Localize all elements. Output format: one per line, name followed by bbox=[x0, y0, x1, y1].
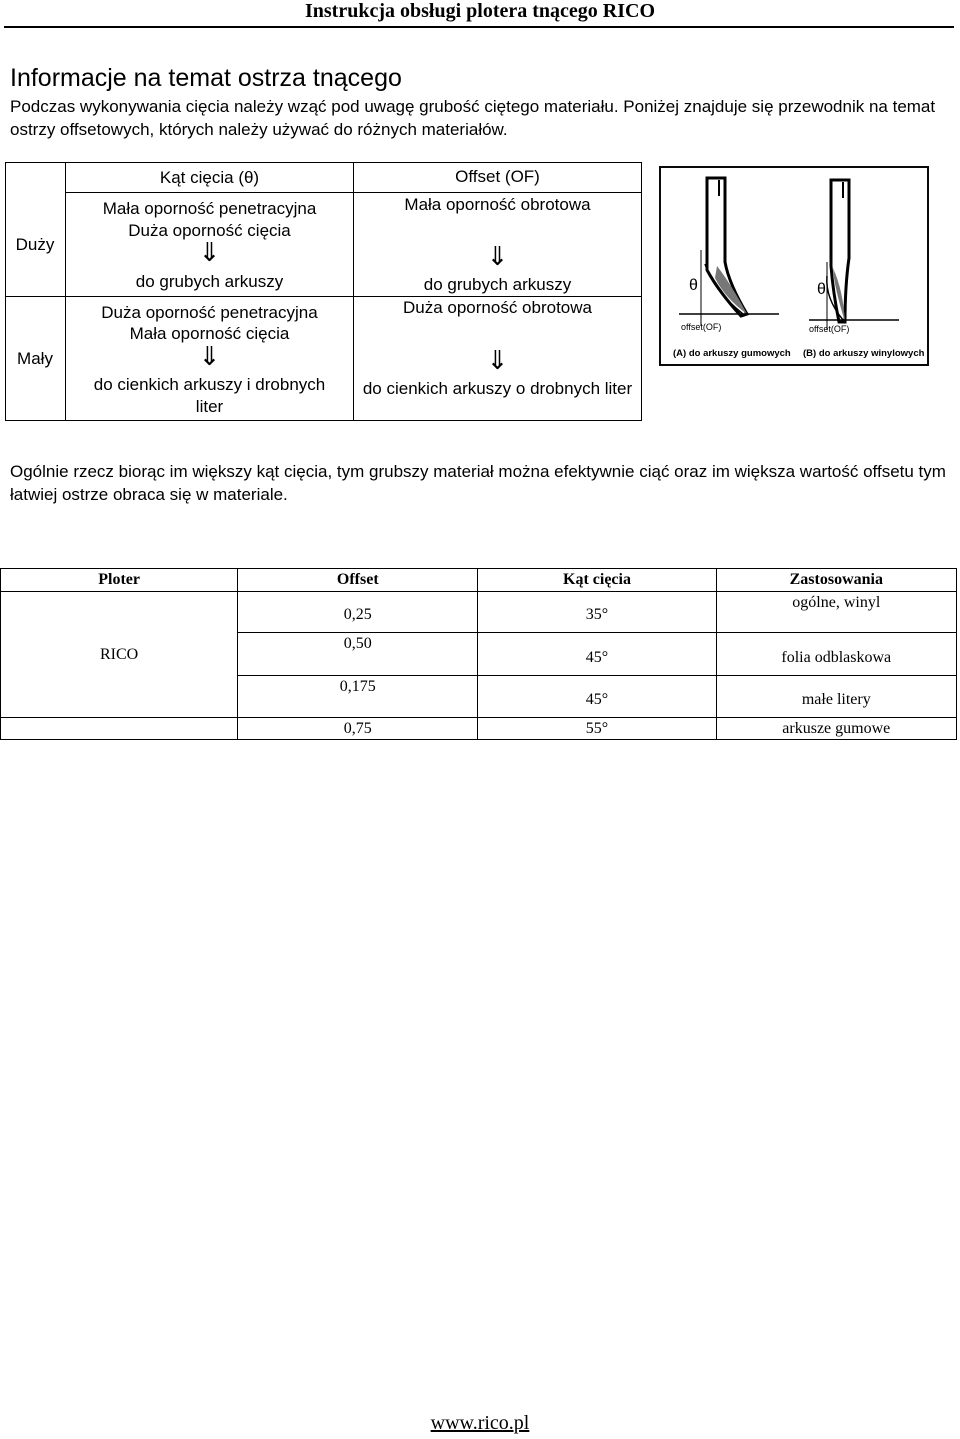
blade-comparison-table bbox=[5, 162, 642, 420]
website-link[interactable]: www.rico.pl bbox=[430, 1412, 530, 1434]
theta-label-a: θ bbox=[689, 277, 698, 294]
table-border bbox=[5, 162, 642, 163]
row-label-large: Duży bbox=[15, 235, 55, 254]
large-offset-result: do grubych arkuszy bbox=[423, 275, 572, 294]
blade-illustration bbox=[659, 166, 929, 366]
table-border bbox=[5, 162, 6, 420]
footer bbox=[0, 1412, 960, 1435]
angle-cell: 55° bbox=[478, 718, 716, 740]
small-angle-result: do cienkich arkuszy i drobnych liter bbox=[93, 375, 326, 416]
header-divider bbox=[4, 26, 954, 28]
offset-column-header: Offset (OF) bbox=[455, 167, 540, 186]
usage-cell: ogólne, winyl bbox=[716, 592, 956, 633]
large-angle-text-2: Duża oporność cięcia bbox=[128, 221, 291, 240]
theta-label-b: θ bbox=[817, 281, 826, 298]
angle-cell: 35° bbox=[478, 592, 716, 633]
angle-cell: 45° bbox=[478, 675, 716, 717]
header-angle: Kąt cięcia bbox=[478, 569, 716, 592]
caption-a: (A) do arkuszy gumowych bbox=[673, 348, 791, 359]
section-title: Informacje na temat ostrza tnącego bbox=[10, 64, 402, 92]
usage-cell: arkusze gumowe bbox=[716, 718, 956, 740]
down-arrow-icon: ⇓ bbox=[198, 238, 221, 268]
down-arrow-icon: ⇓ bbox=[486, 346, 509, 376]
usage-cell: folia odblaskowa bbox=[716, 633, 956, 675]
caption-b: (B) do arkuszy winylowych bbox=[803, 348, 925, 359]
table-header-row bbox=[1, 569, 957, 592]
offset-cell: 0,25 bbox=[238, 592, 478, 633]
intro-paragraph: Podczas wykonywania cięcia należy wząć pod uwagę grubość ciętego materiału. Poniżej znajduje się przewodnik na temat ostrzy offsetowych, których należy używać do różnych materiałów. bbox=[10, 97, 936, 139]
table-border bbox=[641, 162, 642, 420]
offset-cell: 0,75 bbox=[238, 718, 478, 740]
angle-cell: 45° bbox=[478, 633, 716, 675]
large-angle-result: do grubych arkuszy bbox=[135, 272, 284, 291]
header-usage: Zastosowania bbox=[716, 569, 956, 592]
table-border bbox=[5, 420, 642, 421]
usage-cell: małe litery bbox=[716, 675, 956, 717]
down-arrow-icon: ⇓ bbox=[198, 342, 221, 372]
header-plotter: Ploter bbox=[1, 569, 238, 592]
page-header-title: Instrukcja obsługi plotera tnącego RICO bbox=[304, 0, 655, 22]
offset-label-b: offset(OF) bbox=[809, 324, 850, 334]
angle-column-header: Kąt cięcia (θ) bbox=[159, 168, 260, 187]
offset-cell: 0,175 bbox=[238, 675, 478, 717]
summary-paragraph: Ogólnie rzecz biorąc im większy kąt cięcia, tym grubszy materiał można efektywnie ciąć oraz im większa wartość offsetu tym łatwiej ostrze obraca się w materiale. bbox=[10, 462, 946, 504]
small-offset-result: do cienkich arkuszy o drobnych liter bbox=[362, 379, 633, 398]
small-angle-text-2: Mała oporność cięcia bbox=[129, 324, 290, 343]
row-label-small: Mały bbox=[17, 349, 53, 368]
offset-label-a: offset(OF) bbox=[681, 322, 722, 332]
header-offset: Offset bbox=[238, 569, 478, 592]
large-offset-text-1: Mała oporność obrotowa bbox=[404, 195, 591, 214]
offset-cell: 0,50 bbox=[238, 633, 478, 675]
table-row bbox=[1, 592, 957, 633]
empty-cell bbox=[1, 718, 238, 740]
table-row bbox=[1, 718, 957, 740]
plotter-cell: RICO bbox=[1, 592, 238, 718]
small-offset-text-1: Duża oporność obrotowa bbox=[402, 298, 592, 317]
blade-diagram-icon bbox=[659, 166, 929, 366]
large-angle-text-1: Mała oporność penetracyjna bbox=[102, 199, 317, 218]
blade-settings-table bbox=[0, 568, 957, 740]
down-arrow-icon: ⇓ bbox=[486, 242, 509, 272]
small-angle-text-1: Duża oporność penetracyjna bbox=[101, 303, 318, 322]
